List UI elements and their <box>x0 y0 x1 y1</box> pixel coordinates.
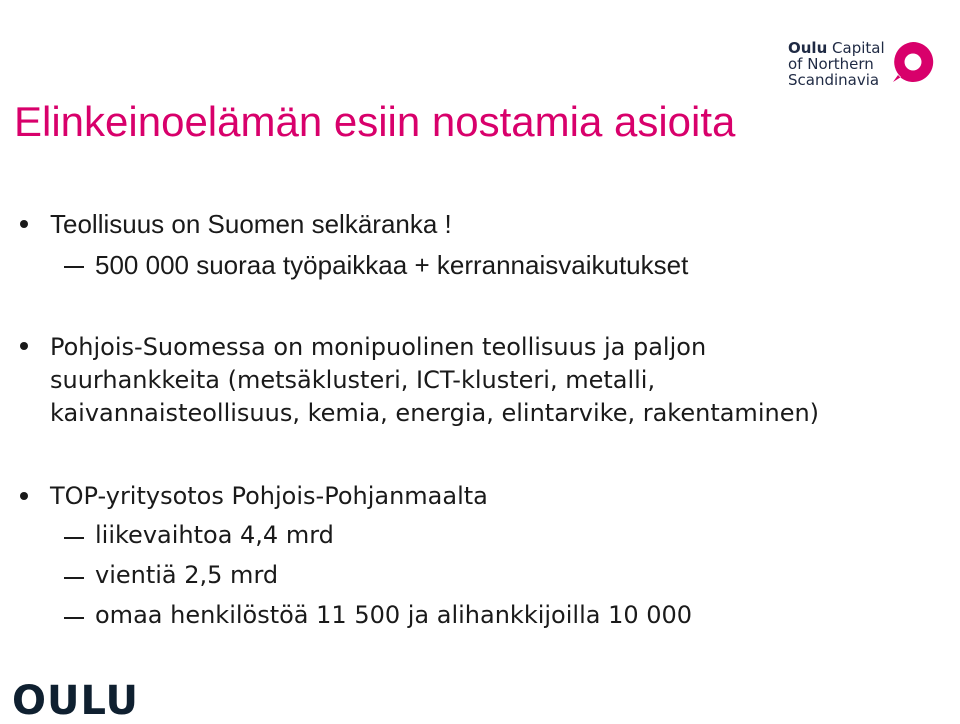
sub-dash <box>64 617 84 619</box>
bullet-3-text: TOP-yritysotos Pohjois-Pohjanmaalta <box>50 482 488 510</box>
slide-title: Elinkeinoelämän esiin nostamia asioita <box>14 98 736 145</box>
speech-bubble-logo-icon <box>891 40 935 84</box>
sub-dash <box>64 577 84 579</box>
logo-line-2: of Northern <box>788 55 874 73</box>
sub-dash <box>64 537 84 539</box>
logo-word-capital: Capital <box>827 39 885 57</box>
logo-line-3: Scandinavia <box>788 71 880 89</box>
bullet-3-sub-1: liikevaihtoa 4,4 mrd <box>95 521 334 549</box>
bullet-3-sub-3: omaa henkilöstöä 11 500 ja alihankkijoilla 10 000 <box>95 601 693 629</box>
logo-word-oulu: Oulu <box>788 39 828 57</box>
bullet-dot <box>20 220 28 228</box>
logo-text <box>788 40 885 88</box>
sub-dash <box>64 266 84 268</box>
bullet-1-sub-1: 500 000 suoraa työpaikkaa + kerrannaisvaikutukset <box>95 250 689 280</box>
bullet-dot <box>20 342 28 350</box>
bullet-1-text: Teollisuus on Suomen selkäranka ! <box>50 209 452 239</box>
oulu-capital-logo <box>788 40 948 92</box>
bullet-2-line-3: kaivannaisteollisuus, kemia, energia, elintarvike, rakentaminen) <box>50 399 820 427</box>
bullet-2-line-1: Pohjois-Suomessa on monipuolinen teollisuus ja paljon <box>50 333 707 361</box>
bullet-3-sub-2: vientiä 2,5 mrd <box>95 561 279 589</box>
bullet-dot <box>20 492 28 500</box>
bullet-2-line-2: suurhankkeita (metsäklusteri, ICT-klusteri, metalli, <box>50 366 656 394</box>
oulu-logo: OULU <box>12 678 140 724</box>
